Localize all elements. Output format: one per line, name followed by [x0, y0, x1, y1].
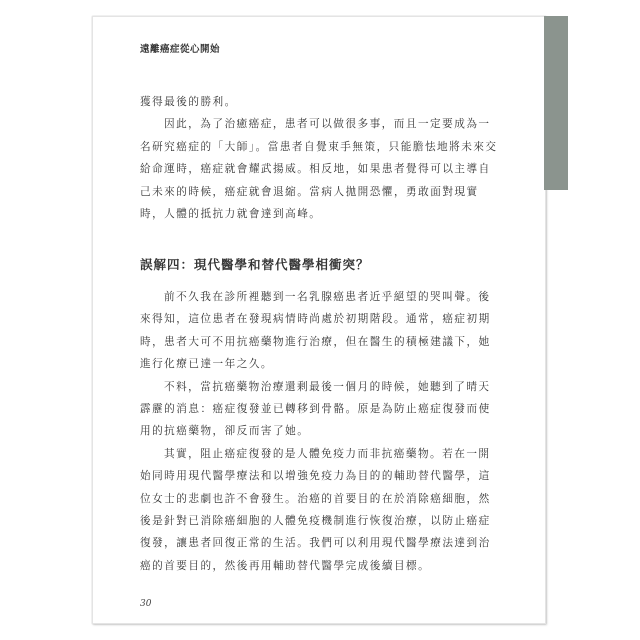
paragraph: 其實，阻止癌症復發的是人體免疫力而非抗癌藥物。若在一開始同時用現代醫學療法和以增強免疫力為目的的輔助替代醫學，這位女士的悲劇也許不會發生。治癌的首要目的在於消除癌細胞，然後是針對已消除癌細胞的人體免疫機制進行恢復治療，以防止癌症復發，讓患者回復正常的生活。我們可以利用現代醫學療法達到治癌的首要目的，然後再用輔助替代醫學完成後續目標。 — [140, 447, 491, 572]
section-2-text — [140, 286, 500, 577]
section-1-text — [140, 91, 500, 225]
page-number: 30 — [140, 599, 152, 609]
running-head: 遠離癌症從心開始 — [140, 44, 221, 55]
paragraph: 因此，為了治癒癌症，患者可以做很多事，而且一定要成為一名研究癌症的「大師」。當患者自覺束手無策，只能膽怯地將未來交給命運時，癌症就會耀武揚威。相反地，如果患者覺得可以主導自己未來的時候，癌症就會退縮。當病人拋開恐懼，勇敢面對現實時，人體的抵抗力就會達到高峰。 — [140, 118, 498, 221]
chapter-side-tab — [544, 16, 568, 190]
paragraph-continuation: 獲得最後的勝利。 — [140, 96, 237, 108]
paragraph: 前不久我在診所裡聽到一名乳腺癌患者近乎絕望的哭叫聲。後來得知，這位患者在發現病情時尚處於初期階段。通常，癌症初期時，患者大可不用抗癌藥物進行治療，但在醫生的積極建議下，她進行化療已達一年之久。 — [140, 291, 491, 371]
paragraph: 不料，當抗癌藥物治療還剩最後一個月的時候，她聽到了晴天霹靂的消息：癌症復發並已轉移到骨骼。原是為防止癌症復發而使用的抗癌藥物，卻反而害了她。 — [140, 380, 491, 438]
section-heading: 誤解四：現代醫學和替代醫學相衝突？ — [140, 257, 370, 272]
